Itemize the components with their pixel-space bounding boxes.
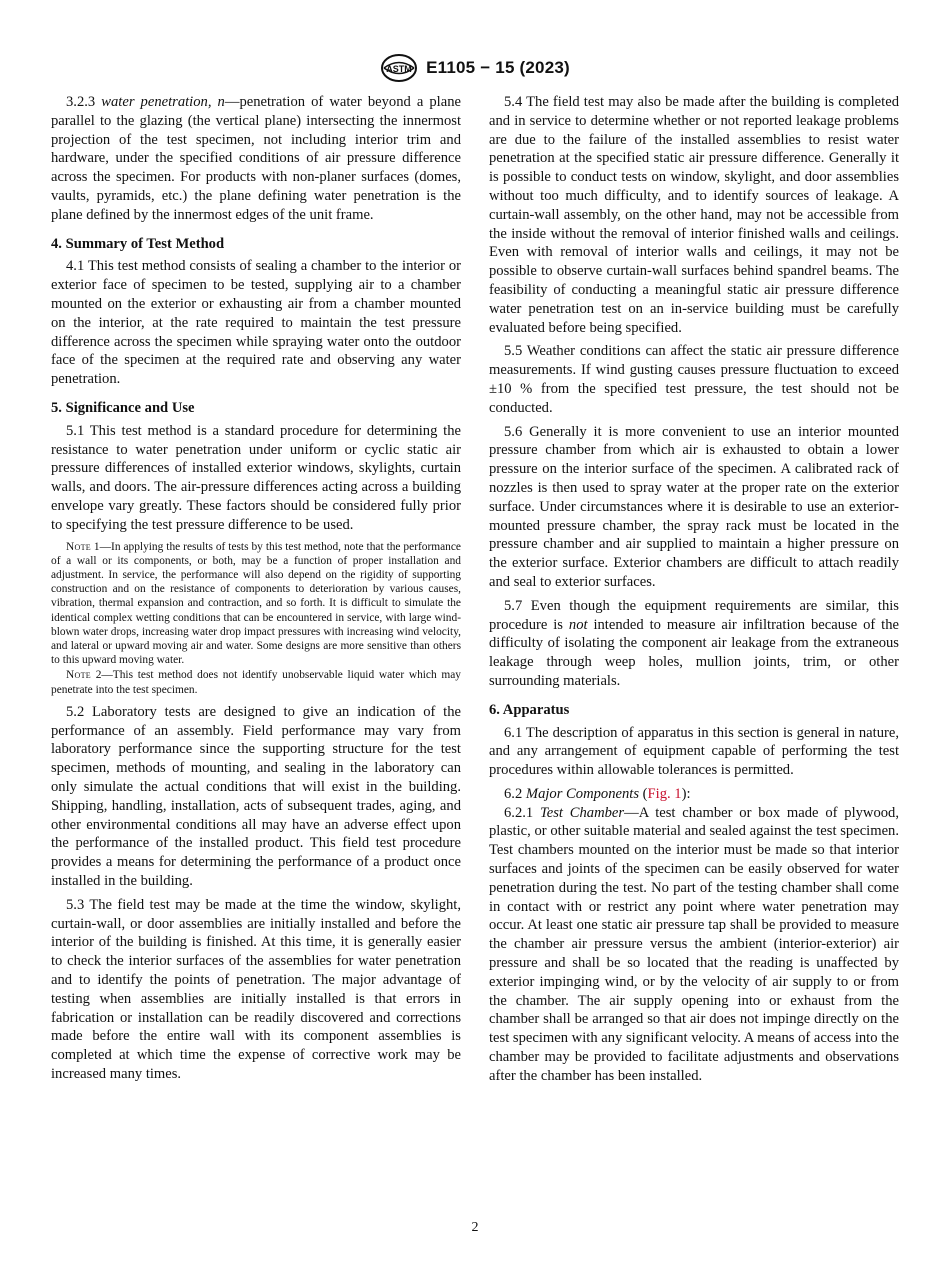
page-number: 2 <box>471 1220 479 1235</box>
paragraph-5-2: 5.2 Laboratory tests are designed to give an indication of the performance of an assembly. Field performance may vary from laboratory performance since the supporting structure for the test specimen, methods of mounting, and sealing in the laboratory can only simulate the actual conditions that will exist in the building. Shipping, handling, installation, acts of subsequent trades, aging, and other environmental conditions all may have an adverse effect upon the performance of the installed product. This field test procedure provides a means for determining the performance of a product once installed in the building. <box>51 703 461 889</box>
paragraph-5-5: 5.5 Weather conditions can affect the static air pressure difference measurements. If wind gusting causes pressure fluctuation to exceed ±10 % from the specified test pressure, the test should not be conducted. <box>489 343 899 416</box>
figure-1-link[interactable]: Fig. 1 <box>647 785 682 802</box>
paragraph-5-7: 5.7 Even though the equipment requirements are similar, this procedure is not intended to measure air infiltration because of the difficulty of isolating the component air leakage from the extraneous leakage through weep holes, mullion joints, trim, or other surrounding materials. <box>489 597 899 689</box>
svg-text:ASTM: ASTM <box>386 64 412 74</box>
paragraph-6-1: 6.1 The description of apparatus in this section is general in nature, and any arrangement of equipment capable of performing the test procedures within allowable tolerances is permitted. <box>489 724 899 779</box>
section-heading-6: 6. Apparatus <box>489 701 570 718</box>
note-2: Note 2—This test method does not identify unobservable liquid water which may penetrate into the test specimen. <box>51 669 461 696</box>
left-column <box>51 93 461 1089</box>
paragraph-3-2-3: 3.2.3 water penetration, n—penetration of water beyond a plane parallel to the glazing (the vertical plane) intersecting the innermost projection of the test specimen, not including interior trim and hardware, under the specified conditions of air pressure difference across the specimen. For products with non-planer surfaces (domes, vaults, pyramids, etc.) the plane defining water penetration is the plane defined by the innermost edges of the unit frame. <box>51 94 461 223</box>
astm-logo-icon <box>380 53 418 83</box>
paragraph-5-6: 5.6 Generally it is more convenient to use an interior mounted pressure chamber from which air is exhausted to obtain a lower pressure on the interior surface of the specimen. A calibrated rack of nozzles is then used to spray water at the proper rate on the exterior surface. Under circumstances where it is desirable to use an exterior-mounted pressure chamber, the spray rack must be located in the pressure chamber and air supplied to maintain a higher pressure on the exterior surface. Exterior chambers are difficult to attach readily and seal to exterior surfaces. <box>489 423 899 590</box>
paragraph-5-1: 5.1 This test method is a standard procedure for determining the resistance to water penetration under uniform or cyclic static air pressure differences of installed exterior windows, skylights, curtain walls, and doors. The air-pressure differences acting across a building envelope vary greatly. These factors should be considered fully prior to specifying the test pressure difference to be used. <box>51 422 461 533</box>
paragraph-5-4: 5.4 The field test may also be made after the building is completed and in service to determine whether or not reported leakage problems are due to the failure of the installed assemblies to resist water penetration at the specified static air pressure difference. Generally it is possible to conduct tests on window, skylight, and door assemblies without too much difficulty, and to identify sources of leakage. A curtain-wall assembly, on the other hand, may not be accessible from the inside without the removal of interior finished walls and ceilings. Even with removal of interior walls and ceilings, it may not be possible to observe curtain-wall surfaces behind spandrel beams. The feasibility of conducting a meaningful static air pressure difference water penetration test on an in-service building must be carefully evaluated before being specified. <box>489 94 899 336</box>
section-heading-4: 4. Summary of Test Method <box>51 235 225 252</box>
paragraph-6-2-1: 6.2.1 Test Chamber—A test chamber or box made of plywood, plastic, or other suitable material and sealed against the test specimen. Test chambers mounted on the interior must be made so that interior surfaces and joints of the specimen can be easily observed for water penetration during the test. No part of the testing chamber shall come in contact with or restrict any point where water penetration may occur. At least one static air pressure tap shall be provided to measure the chamber air pressure versus the ambient (interior-exterior) air pressure and shall be so located that the reading is unaffected by exterior impinging wind, or by the velocity of air supply to or from the chamber. The air supply opening into or exhaust from the chamber shall be arranged so that air does not impinge directly on the test specimen with any significant velocity. A means of access into the chamber may be provided to facilitate adjustments and observations after the chamber has been installed. <box>489 804 900 1084</box>
page-header <box>0 52 950 84</box>
paragraph-6-2: 6.2 Major Components (Fig. 1): <box>504 785 691 802</box>
right-column <box>489 93 899 1091</box>
document-id: E1105 − 15 (2023) <box>426 58 570 77</box>
paragraph-5-3: 5.3 The field test may be made at the time the window, skylight, curtain-wall, or door assemblies are initially installed and before the interior of the building is finished. At this time, it is generally easier to check the interior surfaces of the assemblies for water penetration and to identify the points of penetration. The major advantage of testing when assemblies are initially installed is that errors in fabrication or installation can be readily discovered and corrections made before the entire wall with its component assemblies is completed at which time the expense of corrective work may be increased many times. <box>51 896 461 1082</box>
note-1: Note 1—In applying the results of tests by this test method, note that the performance of a wall or its components, or both, may be a function of proper installation and adjustment. In service, the performance will also depend on the rigidity of supporting construction and on the resistance of components to deterioration by various causes, vibration, thermal expansion and contraction, and so forth. It is difficult to simulate the identical complex wetting conditions that can be encountered in service, with large wind-blown water drops, increasing water drop impact pressures with increasing wind velocity, and lateral or upward moving air and water. Some designs are more sensitive than others to this upward moving water. <box>51 540 461 667</box>
paragraph-4-1: 4.1 This test method consists of sealing a chamber to the interior or exterior face of specimen to be tested, supplying air to a chamber mounted on the exterior or exhausting air from a chamber mounted on the interior, at the rate required to maintain the test pressure difference across the specimen while spraying water onto the outdoor face of the specimen at the required rate and observing any water penetration. <box>51 258 461 388</box>
section-heading-5: 5. Significance and Use <box>51 399 195 416</box>
term-water-penetration: water penetration, n <box>101 94 225 110</box>
